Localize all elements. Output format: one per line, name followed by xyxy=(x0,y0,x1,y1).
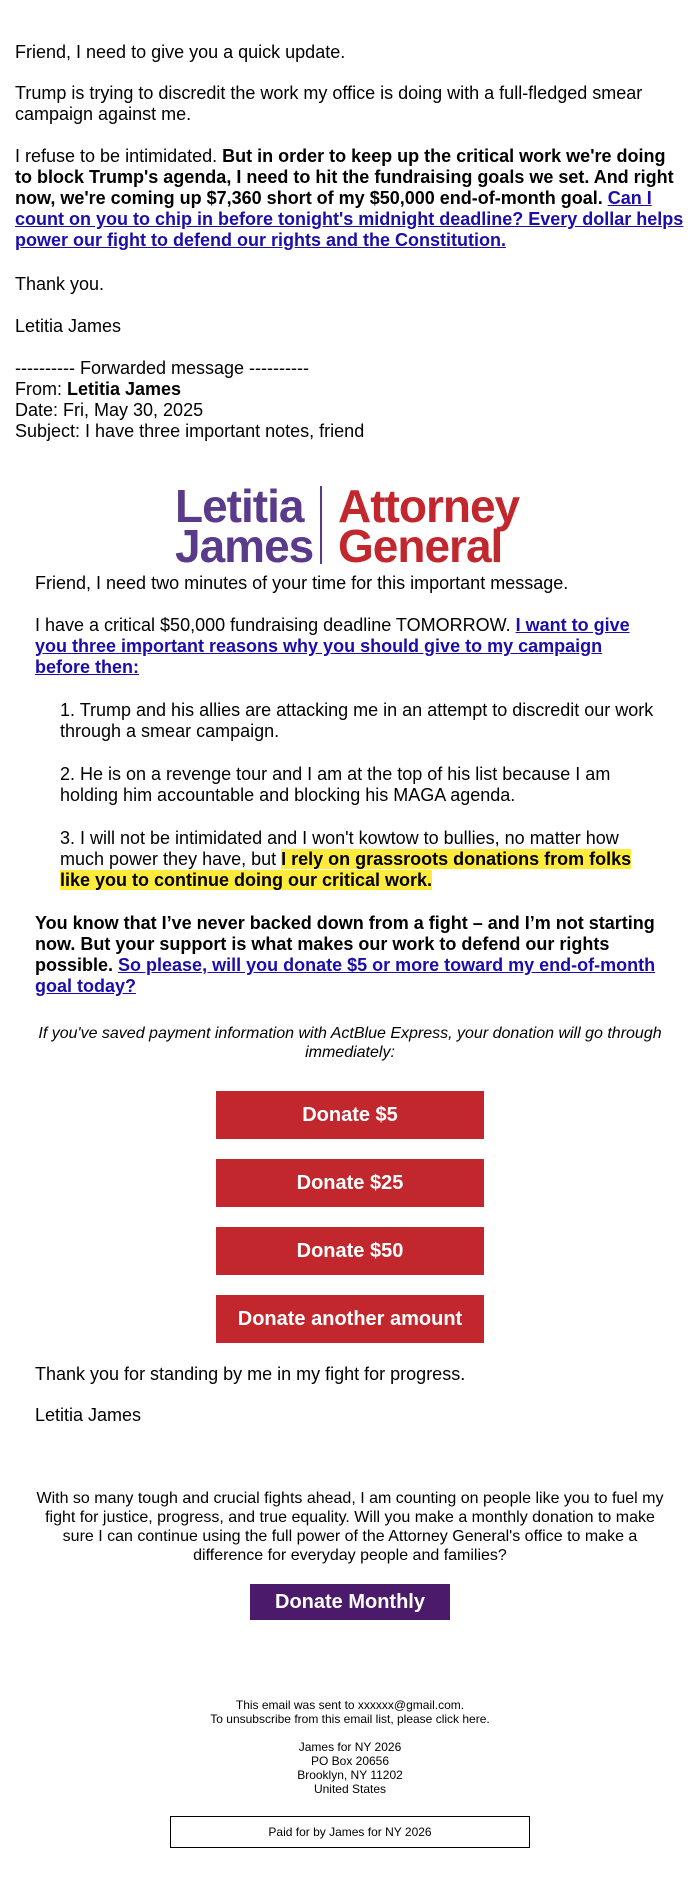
donate-5-button[interactable]: Donate $5 xyxy=(216,1091,484,1139)
logo-first-name: Letitia xyxy=(175,480,304,532)
greeting-text: Friend, I need to give you a quick update. xyxy=(15,42,346,62)
opening-text: Friend, I need two minutes of your time for this important message. xyxy=(35,573,569,593)
donate-25-button[interactable]: Donate $25 xyxy=(216,1159,484,1207)
reason-3 xyxy=(60,828,660,891)
donate-50-button[interactable]: Donate $50 xyxy=(216,1227,484,1275)
intro-bold-text: But in order to keep up the critical work we're doing to block Trump's agenda, I need to hit the fundraising goals we set. And right now, we're coming up $7,360 short of my $50,000 end-of-month goal. xyxy=(15,146,674,208)
reason-3-highlight: I rely on grassroots donations from folks like you to continue doing our critical work. xyxy=(60,849,632,890)
intro-plain-text: I refuse to be intimidated. xyxy=(15,146,223,166)
forward-date: Date: Fri, May 30, 2025 xyxy=(15,400,204,420)
donate-other-amount-button[interactable]: Donate another amount xyxy=(216,1295,484,1343)
reason-2: 2. He is on a revenge tour and I am at the top of his list because I am holding him accountable and blocking his MAGA agenda. xyxy=(60,764,611,805)
footer-sent-to: This email was sent to xxxxxx@gmail.com. xyxy=(235,1698,465,1712)
deadline-plain: I have a critical $50,000 fundraising deadline TOMORROW. xyxy=(35,615,516,635)
logo-title-line2: General xyxy=(338,520,503,572)
donation-ask xyxy=(35,913,665,997)
footer-address-2: PO Box 20656 xyxy=(310,1754,390,1768)
footer-unsubscribe[interactable]: To unsubscribe from this email list, please click here. xyxy=(210,1712,490,1726)
fundraising-paragraph xyxy=(15,146,685,251)
closing-signature: Letitia James xyxy=(35,1405,142,1425)
footer-address-1: James for NY 2026 xyxy=(298,1740,402,1754)
donate-ask-link[interactable]: So please, will you donate $5 or more toward my end-of-month goal today? xyxy=(35,955,656,996)
reason-1: 1. Trump and his allies are attacking me in an attempt to discredit our work through a smear campaign. xyxy=(60,700,654,741)
logo-divider xyxy=(320,486,322,564)
footer-address-4: United States xyxy=(313,1782,387,1796)
three-reasons-link[interactable]: I want to give you three important reasons why you should give to my campaign before then: xyxy=(35,615,630,677)
from-value: Letitia James xyxy=(67,379,182,399)
monthly-appeal: With so many tough and crucial fights ahead, I am counting on people like you to fuel my fight for justice, progress, and true equality. Will you make a monthly donation to make sure I can continue using the full power of the Attorney General's office to make a difference for everyday people and families? xyxy=(36,1490,664,1564)
donation-ask-bold: You know that I’ve never backed down from a fight – and I’m not starting now. But your support is what makes our work to defend our rights possible. xyxy=(35,913,655,975)
forward-subject: Subject: I have three important notes, friend xyxy=(15,421,365,441)
footer-address-3: Brooklyn, NY 11202 xyxy=(297,1768,403,1782)
forward-from xyxy=(15,379,685,400)
paid-for-text: Paid for by James for NY 2026 xyxy=(268,1825,432,1839)
closing-thanks: Thank you for standing by me in my fight for progress. xyxy=(35,1364,466,1384)
logo-last-name: James xyxy=(175,520,314,572)
logo-title-line1: Attorney xyxy=(338,480,520,532)
from-label: From: xyxy=(15,379,67,399)
paid-for-disclaimer xyxy=(170,1816,530,1848)
deadline-paragraph xyxy=(35,615,645,678)
forward-separator: ---------- Forwarded message ---------- xyxy=(15,358,309,378)
thank-you-text: Thank you. xyxy=(15,274,105,294)
actblue-express-note: If you've saved payment information with ActBlue Express, your donation will go through immediately: xyxy=(38,1025,662,1061)
logo-name xyxy=(175,480,314,572)
chip-in-link[interactable]: Can I count on you to chip in before tonight's midnight deadline? Every dollar helps power our fight to defend our rights and the Constitution. xyxy=(15,188,684,250)
intro-signature: Letitia James xyxy=(15,316,122,336)
donate-monthly-button[interactable]: Donate Monthly xyxy=(250,1584,450,1620)
reason-3-plain: 3. I will not be intimidated and I won't kowtow to bullies, no matter how much power they have, but xyxy=(60,828,619,869)
intro-paragraph: Trump is trying to discredit the work my office is doing with a full-fledged smear campaign against me. xyxy=(15,83,643,124)
logo-title xyxy=(338,480,520,572)
